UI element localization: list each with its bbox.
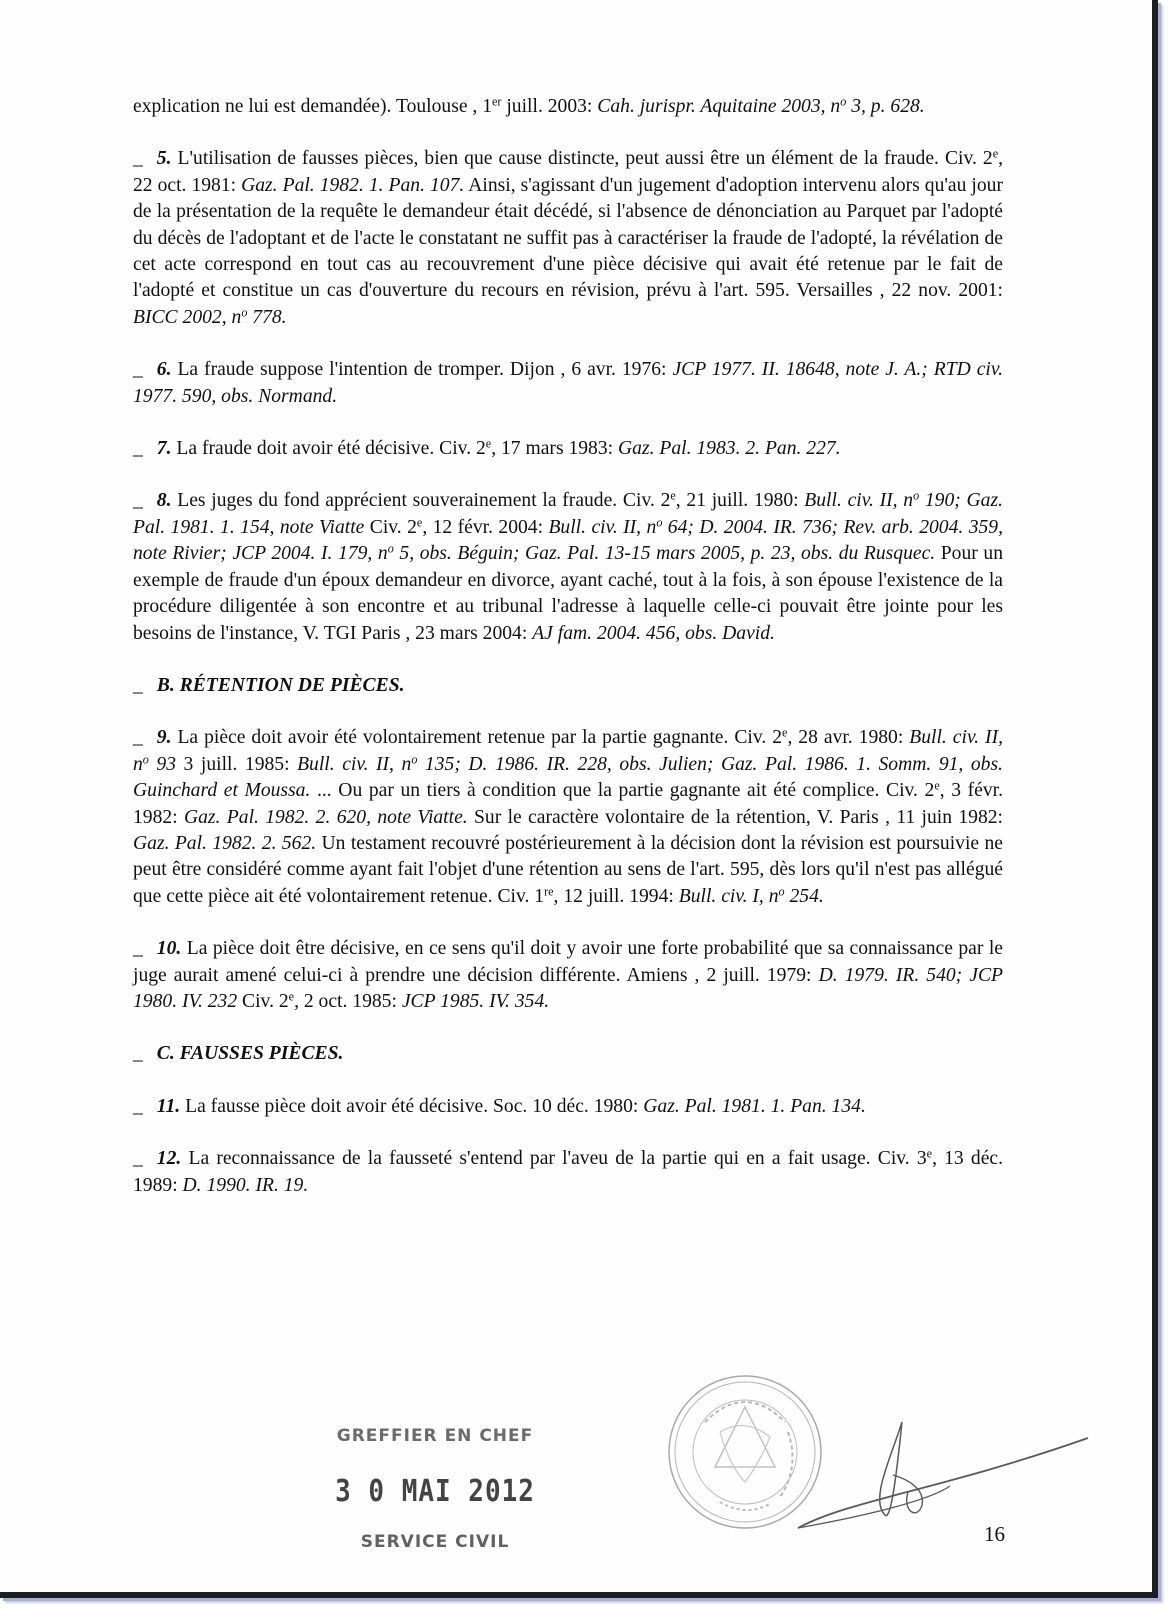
- citation: Gaz. Pal. 1982. 1. Pan. 107.: [241, 174, 465, 196]
- paragraph-7: [133, 436, 1003, 462]
- superscript: o: [241, 305, 248, 320]
- citation: BICC 2002, n: [133, 306, 242, 328]
- text: La pièce doit avoir été volontairement retenue par la partie gagnante. Civ. 2: [171, 727, 783, 749]
- heading-text: B. RÉTENTION DE PIÈCES.: [156, 674, 405, 696]
- text: Les juges du fond apprécient souverainement la fraude. Civ. 2: [171, 490, 671, 512]
- superscript: o: [387, 541, 394, 556]
- page-number: 16: [984, 1522, 1005, 1546]
- bullet-dash: _: [133, 1148, 143, 1170]
- superscript: e: [934, 778, 940, 793]
- superscript: e: [416, 515, 423, 530]
- bullet-dash: _: [133, 674, 143, 696]
- section-heading-b: [133, 673, 1003, 699]
- citation: D. 1990. IR. 19.: [182, 1174, 309, 1196]
- citation: Bull. civ. II, n: [548, 516, 657, 538]
- citation: Gaz. Pal. 1982. 2. 620, note Viatte.: [183, 806, 468, 828]
- superscript: er: [492, 94, 502, 109]
- paragraph-9: [133, 725, 1003, 910]
- citation: JCP 1977. II. 18648, note J. A.; RTD civ. 1977. 590, obs. Normand.: [133, 359, 1003, 407]
- superscript: o: [142, 752, 149, 767]
- text: juill. 2003:: [501, 96, 598, 117]
- superscript: o: [778, 884, 785, 899]
- text: , 3 févr. 1982:: [133, 780, 1003, 828]
- paragraph-number: 10.: [156, 938, 182, 960]
- text: 3 juill. 1985:: [176, 753, 298, 775]
- text: La reconnaissance de la fausseté s'entend par l'aveu de la partie qui en a fait usage. Civ. 3: [181, 1148, 927, 1170]
- superscript: o: [913, 488, 920, 503]
- bullet-dash: _: [133, 1043, 143, 1065]
- stamp-greffier: GREFFIER EN CHEF: [336, 1426, 534, 1446]
- paragraph-number: 12.: [156, 1148, 182, 1170]
- paragraph-5: [133, 146, 1003, 331]
- bullet-dash: _: [133, 148, 143, 170]
- citation: Cah. jurispr. Aquitaine 2003, n: [597, 96, 841, 117]
- text: , 22 oct. 1981:: [133, 148, 1003, 196]
- text: ... Ou par un tiers à condition que la partie gagnante ait été complice. Civ. 2: [310, 780, 935, 802]
- citation: Gaz. Pal. 1982. 2. 562.: [133, 832, 317, 854]
- paragraph-10: [133, 936, 1003, 1015]
- citation: 3, p. 628.: [846, 96, 925, 117]
- superscript: e: [926, 1146, 933, 1161]
- citation: Bull. civ. II, n: [133, 727, 1003, 775]
- superscript: e: [288, 989, 295, 1004]
- text: , 12 juill. 1994:: [553, 885, 679, 907]
- citation: 64; D. 2004. IR. 736; Rev. arb. 2004. 359, note Rivier; JCP 2004. I. 179, n: [133, 516, 1004, 565]
- citation: Gaz. Pal. 1983. 2. Pan. 227.: [618, 438, 841, 460]
- superscript: e: [782, 725, 788, 740]
- citation: 5, obs. Béguin; Gaz. Pal. 13-15 mars 2005, p. 23, obs. du Rusquec.: [393, 543, 936, 565]
- superscript: o: [840, 94, 847, 109]
- text: La fraude suppose l'intention de tromper. Dijon , 6 avr. 1976:: [171, 359, 673, 381]
- text: La fraude doit avoir été décisive. Civ. 2: [171, 438, 486, 460]
- citation: 135; D. 1986. IR. 228, obs. Julien; Gaz. Pal. 1986. 1. Somm. 91, obs. Guinchard et Moussa.: [133, 753, 1003, 802]
- citation: D. 1979. IR. 540; JCP 1980. IV. 232: [133, 964, 1003, 1012]
- text: Pour un exemple de fraude d'un époux demandeur en divorce, ayant caché, tout à la fois, à son épouse l'existence de la procédure diligentée à son encontre et au tribunal l'adresse à laquelle celle-ci pouvait être jointe pour les besoins de l'instance, V. TGI Paris , 23 mars 2004:: [133, 543, 1003, 644]
- document-body: [133, 94, 1003, 1225]
- text: explication ne lui est demandée). Toulouse , 1: [133, 96, 493, 117]
- superscript: o: [411, 752, 418, 767]
- paragraph-number: 11.: [156, 1095, 181, 1117]
- bullet-dash: _: [133, 438, 143, 460]
- citation: Bull. civ. II, n: [297, 753, 412, 775]
- bullet-dash: _: [133, 359, 143, 381]
- text: Ainsi, s'agissant d'un jugement d'adoption intervenu alors qu'au jour de la présentation de la requête le demandeur était décédé, si l'absence de dénonciation au Parquet par l'adopté du décès de l'adoptant et de l'acte le constatant ne suffit pas à caractériser la fraude de l'adopté, la révélation de cet acte correspond en tout cas au recouvrement d'une pièce décisive qui avait été retenue par le fait de l'adopté et constitue un cas d'ouverture du recours en révision, prévu à l'art. 595. Versailles , 22 nov. 2001:: [133, 174, 1003, 302]
- heading-text: C. FAUSSES PIÈCES.: [156, 1043, 344, 1065]
- citation: Bull. civ. II, n: [804, 490, 914, 512]
- text: , 17 mars 1983:: [491, 438, 618, 460]
- citation: JCP 1985. IV. 354.: [401, 990, 550, 1012]
- text: , 2 oct. 1985:: [294, 990, 402, 1012]
- citation: 93: [148, 753, 177, 775]
- paragraph-6: [133, 357, 1003, 410]
- paragraph-8: [133, 488, 1003, 646]
- text: , 12 févr. 2004:: [422, 516, 549, 538]
- citation: 778.: [247, 306, 287, 328]
- citation: Gaz. Pal. 1981. 1. Pan. 134.: [643, 1095, 866, 1117]
- paragraph-12: [133, 1146, 1003, 1199]
- paragraph-number: 8.: [156, 490, 172, 512]
- citation: AJ fam. 2004. 456, obs. David.: [532, 622, 775, 644]
- citation: Bull. civ. I, n: [678, 885, 779, 907]
- bullet-dash: _: [133, 1095, 143, 1117]
- paragraph-number: 7.: [156, 438, 172, 460]
- superscript: e: [485, 436, 492, 451]
- paragraph-4-continuation: [133, 94, 1003, 120]
- handwritten-signature: [790, 1420, 1090, 1560]
- superscript: re: [544, 884, 554, 899]
- text: Sur le caractère volontaire de la rétention, V. Paris , 11 juin 1982:: [467, 806, 1004, 828]
- paragraph-number: 6.: [156, 359, 172, 381]
- superscript: e: [992, 146, 999, 161]
- bullet-dash: _: [133, 727, 143, 749]
- section-heading-c: [133, 1041, 1003, 1067]
- paragraph-number: 9.: [156, 727, 172, 749]
- paragraph-11: [133, 1094, 1003, 1120]
- paragraph-number: 5.: [156, 148, 172, 170]
- text: L'utilisation de fausses pièces, bien que cause distincte, peut aussi être un élément de la fraude. Civ. 2: [171, 148, 993, 170]
- superscript: o: [656, 515, 663, 530]
- superscript: e: [670, 488, 676, 503]
- citation: 254.: [784, 885, 824, 907]
- bullet-dash: _: [133, 490, 143, 512]
- text: Un testament recouvré postérieurement à la décision dont la révision est poursuivie ne peut être considéré comme ayant fait l'objet d'une rétention au sens de l'art. 595, dès lors qu'il n'est pas allégué que cette pièce ait été volontairement retenue. Civ. 1: [133, 832, 1003, 907]
- text: , 28 avr. 1980:: [787, 727, 910, 749]
- text: La pièce doit être décisive, en ce sens qu'il doit y avoir une forte probabilité que sa connaissance par le juge aurait amené celui-ci à prendre une décision différente. Amiens , 2 juill. 1979:: [133, 938, 1003, 986]
- text: La fausse pièce doit avoir été décisive. Soc. 10 déc. 1980:: [180, 1095, 644, 1117]
- stamp-service: SERVICE CIVIL: [360, 1532, 510, 1552]
- bullet-dash: _: [133, 938, 143, 960]
- text: Civ. 2: [237, 990, 289, 1012]
- text: , 21 juill. 1980:: [675, 490, 805, 512]
- text: Civ. 2: [364, 516, 417, 538]
- text: , 13 déc. 1989:: [133, 1148, 1003, 1196]
- stamp-date: 3 0 MAI 2012: [335, 1474, 535, 1510]
- citation: 190; Gaz. Pal. 1981. 1. 154, note Viatte: [133, 490, 1003, 538]
